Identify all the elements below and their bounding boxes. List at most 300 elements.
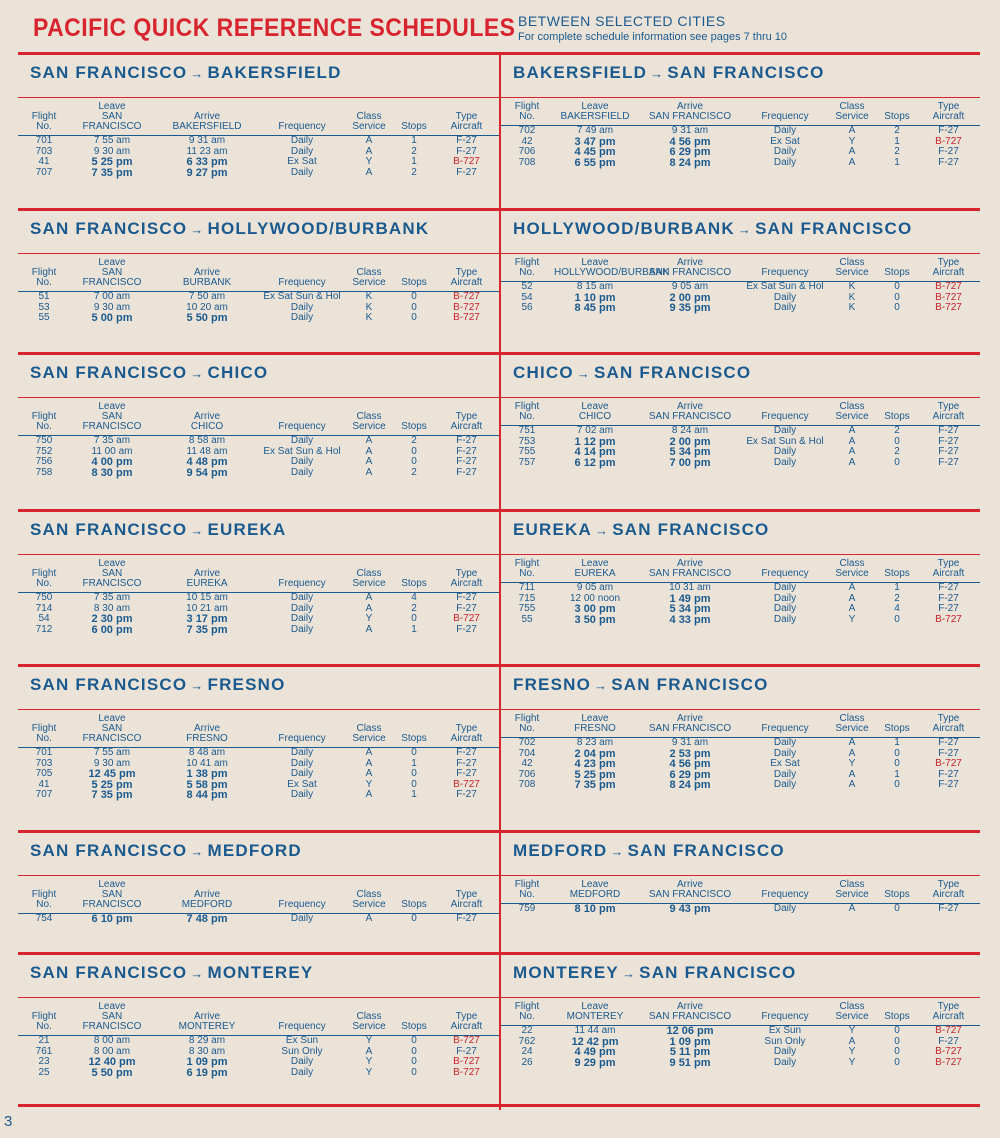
column-header-flight: Flight No.: [18, 998, 70, 1036]
cell-arrive: 5 11 pm: [669, 1046, 711, 1058]
table-header-row: [18, 998, 499, 1036]
cell-stops: 0: [894, 1046, 900, 1057]
schedule-table: [501, 709, 980, 791]
cell-arrive: 8 48 am: [188, 747, 226, 758]
schedule-table: [501, 397, 980, 468]
column-header-class: Class Service: [344, 98, 394, 136]
column-header-stops: Stops: [877, 398, 917, 426]
column-header-stops: Stops: [877, 98, 917, 126]
cell-stops: 0: [894, 456, 900, 468]
cell-class: A: [848, 779, 856, 790]
column-header-type: Type Aircraft: [434, 998, 499, 1036]
route-section: [18, 208, 499, 355]
table-row: [18, 447, 499, 458]
cell-class: Y: [365, 1056, 373, 1067]
cell-frequency: Daily: [290, 757, 314, 769]
cell-stops: 0: [894, 302, 900, 313]
table-row: [18, 147, 499, 158]
cell-frequency: Ex Sun: [285, 1035, 319, 1046]
cell-leave: 9 30 am: [93, 145, 131, 157]
cell-leave: 6 55 pm: [574, 156, 616, 169]
cell-class: Y: [365, 1066, 373, 1078]
column-header-flight: Flight No.: [501, 555, 553, 583]
cell-stops: 2: [894, 125, 900, 136]
table-header-row: [501, 876, 980, 904]
arrow-right-icon: →: [190, 66, 205, 81]
cell-arrive: 6 29 pm: [669, 768, 711, 781]
cell-stops: 1: [894, 135, 900, 147]
cell-class: A: [848, 425, 856, 436]
table-header-row: [18, 398, 499, 436]
cell-class: Y: [848, 1046, 856, 1057]
cell-arrive: 9 35 pm: [669, 302, 711, 314]
cell-class: A: [848, 737, 856, 748]
cell-leave: 8 30 am: [93, 602, 131, 614]
schedule-table: [18, 875, 499, 925]
column-header-frequency: Frequency: [260, 710, 344, 748]
cell-leave: 3 00 pm: [574, 603, 616, 615]
cell-class: A: [848, 903, 856, 914]
column-header-flight: Flight No.: [18, 555, 70, 593]
cell-class: Y: [848, 613, 856, 625]
cell-frequency: Daily: [773, 903, 797, 914]
cell-frequency: Daily: [290, 613, 314, 624]
cell-flight: 711: [519, 582, 535, 593]
footer-rule: [18, 1104, 980, 1107]
cell-class: Y: [848, 1056, 856, 1068]
column-header-type: Type Aircraft: [434, 710, 499, 748]
cell-frequency: Daily: [773, 603, 797, 614]
column-header-flight: Flight No.: [18, 254, 70, 292]
cell-type: F-27: [456, 135, 477, 146]
cell-leave: 8 10 pm: [574, 903, 616, 915]
schedule-table: [18, 554, 499, 635]
cell-stops: 0: [411, 613, 417, 624]
cell-arrive: 7 50 am: [188, 291, 226, 302]
arrow-right-icon: →: [594, 678, 609, 693]
column-header-stops: Stops: [877, 254, 917, 282]
route-title: [30, 63, 342, 83]
cell-leave: 6 10 pm: [91, 913, 133, 925]
cell-arrive: 4 56 pm: [669, 758, 711, 770]
cell-flight: 750: [35, 435, 53, 446]
cell-frequency: Daily: [290, 312, 314, 323]
arrow-right-icon: →: [595, 523, 610, 538]
cell-flight: 758: [35, 466, 53, 478]
route-title: [30, 963, 313, 983]
cell-arrive: 2 00 pm: [669, 435, 711, 448]
column-header-flight: Flight No.: [501, 710, 553, 738]
column-header-class: Class Service: [344, 254, 394, 292]
table-row: [18, 625, 499, 636]
cell-class: Y: [365, 1035, 373, 1046]
cell-flight: 52: [521, 281, 533, 292]
cell-leave: 4 23 pm: [574, 758, 616, 770]
route-title: [30, 363, 268, 383]
cell-arrive: 7 35 pm: [186, 623, 228, 636]
column-header-frequency: Frequency: [743, 254, 827, 282]
cell-frequency: Ex Sun: [768, 1025, 802, 1036]
cell-stops: 0: [894, 747, 900, 759]
cell-frequency: Ex Sat: [287, 156, 317, 167]
route-title: [30, 675, 286, 695]
table-row: [501, 780, 980, 791]
cell-leave: 7 55 am: [93, 747, 131, 758]
cell-leave: 4 14 pm: [574, 446, 616, 458]
cell-frequency: Ex Sat Sun & Hol: [263, 291, 341, 302]
cell-class: A: [365, 789, 373, 800]
cell-leave: 8 00 am: [93, 1045, 131, 1057]
cell-class: A: [848, 446, 856, 457]
column-header-arrive: Arrive SAN FRANCISCO: [637, 555, 743, 583]
table-row: [501, 426, 980, 437]
cell-arrive: 1 09 pm: [669, 1035, 711, 1048]
cell-frequency: Daily: [773, 302, 797, 313]
cell-flight: 25: [38, 1066, 50, 1078]
cell-type: B-727: [453, 1066, 480, 1078]
cell-arrive: 6 33 pm: [186, 156, 228, 168]
column-header-leave: Leave SAN FRANCISCO: [70, 998, 154, 1036]
cell-frequency: Daily: [773, 1056, 797, 1068]
cell-type: B-727: [935, 1025, 962, 1036]
column-header-arrive: Arrive FRESNO: [154, 710, 260, 748]
cell-type: F-27: [938, 156, 959, 168]
cell-frequency: Ex Sat Sun & Hol: [746, 281, 824, 292]
cell-frequency: Daily: [773, 737, 797, 748]
cell-type: F-27: [456, 466, 477, 478]
route-destination: HOLLYWOOD/BURBANK: [207, 219, 430, 238]
cell-type: B-727: [935, 281, 962, 292]
cell-type: F-27: [938, 737, 959, 748]
column-header-leave: Leave SAN FRANCISCO: [70, 98, 154, 136]
cell-frequency: Ex Sat Sun & Hol: [263, 445, 341, 457]
cell-type: F-27: [938, 779, 959, 790]
cell-stops: 2: [411, 435, 417, 446]
column-header-frequency: Frequency: [743, 876, 827, 904]
cell-arrive: 5 58 pm: [186, 778, 228, 791]
route-origin: CHICO: [513, 363, 574, 382]
cell-stops: 1: [411, 757, 417, 769]
cell-leave: 1 12 pm: [574, 435, 616, 448]
cell-stops: 2: [894, 146, 900, 157]
column-header-type: Type Aircraft: [434, 555, 499, 593]
route-destination: MONTEREY: [207, 963, 314, 982]
table-row: [18, 790, 499, 801]
cell-leave: 7 35 pm: [91, 789, 133, 801]
table-row: [18, 914, 499, 925]
cell-type: F-27: [938, 146, 959, 157]
arrow-right-icon: →: [621, 966, 637, 981]
column-header-leave: Leave MEDFORD: [553, 876, 637, 904]
cell-flight: 706: [518, 768, 536, 780]
cell-flight: 22: [521, 1025, 533, 1036]
cell-class: A: [365, 623, 373, 635]
cell-type: F-27: [456, 623, 477, 635]
table-row: [501, 303, 980, 314]
table-row: [501, 147, 980, 158]
cell-class: K: [365, 312, 373, 323]
cell-class: K: [365, 291, 373, 302]
cell-frequency: Sun Only: [281, 1045, 323, 1057]
cell-class: A: [848, 156, 856, 168]
route-section: [18, 352, 499, 512]
table-row: [501, 749, 980, 760]
cell-stops: 2: [894, 425, 900, 436]
table-row: [18, 292, 499, 303]
cell-class: Y: [365, 613, 373, 624]
column-header-leave: Leave FRESNO: [553, 710, 637, 738]
route-origin: SAN FRANCISCO: [30, 363, 188, 382]
cell-stops: 4: [894, 603, 900, 614]
cell-leave: 1 10 pm: [574, 291, 616, 304]
cell-arrive: 5 34 pm: [669, 603, 711, 615]
cell-type: B-727: [453, 1056, 480, 1067]
table-header-row: [18, 876, 499, 914]
column-header-flight: Flight No.: [501, 876, 553, 904]
cell-stops: 0: [411, 1056, 417, 1067]
cell-arrive: 10 15 am: [186, 592, 228, 603]
cell-leave: 11 44 am: [574, 1025, 616, 1036]
cell-leave: 2 04 pm: [574, 747, 616, 760]
column-header-arrive: Arrive SAN FRANCISCO: [637, 710, 743, 738]
route-destination: SAN FRANCISCO: [755, 219, 913, 238]
schedule-table: [501, 875, 980, 915]
cell-class: A: [365, 456, 373, 467]
table-row: [501, 458, 980, 469]
cell-flight: 54: [521, 291, 533, 303]
cell-leave: 12 40 pm: [88, 1056, 136, 1068]
table-row: [501, 293, 980, 304]
table-row: [501, 137, 980, 148]
cell-flight: 703: [35, 757, 53, 769]
schedule-table: [18, 97, 499, 178]
route-title: [30, 841, 302, 861]
cell-flight: 708: [518, 156, 536, 168]
table-row: [18, 780, 499, 791]
column-header-arrive: Arrive CHICO: [154, 398, 260, 436]
cell-stops: 0: [411, 291, 417, 302]
cell-leave: 5 25 pm: [574, 768, 616, 781]
column-header-arrive: Arrive BAKERSFIELD: [154, 98, 260, 136]
cell-class: A: [848, 435, 856, 447]
cell-arrive: 4 33 pm: [669, 613, 711, 626]
column-header-type: Type Aircraft: [434, 398, 499, 436]
cell-stops: 0: [894, 1025, 900, 1036]
cell-type: F-27: [456, 747, 477, 758]
cell-leave: 7 35 pm: [574, 779, 616, 791]
cell-flight: 702: [518, 125, 536, 136]
table-header-row: [501, 710, 980, 738]
cell-flight: 26: [521, 1056, 533, 1068]
cell-flight: 712: [35, 623, 53, 635]
cell-leave: 11 00 am: [91, 445, 133, 457]
cell-flight: 751: [518, 425, 536, 436]
cell-stops: 0: [411, 778, 417, 790]
column-header-arrive: Arrive BURBANK: [154, 254, 260, 292]
cell-leave: 2 30 pm: [91, 613, 133, 625]
route-section: [501, 208, 980, 355]
cell-stops: 0: [411, 747, 417, 758]
table-row: [501, 447, 980, 458]
column-header-flight: Flight No.: [18, 98, 70, 136]
column-header-class: Class Service: [827, 876, 877, 904]
cell-type: B-727: [935, 291, 962, 303]
column-header-stops: Stops: [394, 254, 434, 292]
cell-class: A: [365, 768, 373, 779]
cell-frequency: Daily: [773, 779, 797, 790]
cell-flight: 42: [521, 135, 533, 147]
cell-leave: 7 02 am: [576, 425, 614, 436]
route-title: [513, 841, 785, 861]
route-destination: CHICO: [207, 363, 269, 382]
column-header-type: Type Aircraft: [917, 710, 980, 738]
cell-frequency: Daily: [773, 1046, 797, 1057]
route-destination: BAKERSFIELD: [207, 63, 342, 82]
route-origin: FRESNO: [513, 675, 592, 694]
cell-flight: 755: [518, 446, 536, 457]
cell-type: F-27: [938, 435, 959, 447]
cell-leave: 7 35 am: [93, 592, 131, 603]
cell-class: A: [848, 592, 856, 604]
schedule-table: [501, 554, 980, 625]
cell-arrive: 2 53 pm: [669, 747, 711, 760]
schedule-table: [501, 97, 980, 168]
table-row: [501, 738, 980, 749]
cell-arrive: 9 31 am: [671, 737, 709, 748]
table-header-row: [18, 254, 499, 292]
cell-type: F-27: [938, 446, 959, 457]
cell-stops: 2: [894, 592, 900, 604]
column-header-type: Type Aircraft: [917, 98, 980, 126]
cell-frequency: Daily: [290, 145, 314, 157]
table-row: [501, 1037, 980, 1048]
cell-arrive: 9 31 am: [188, 135, 226, 146]
column-header-type: Type Aircraft: [917, 555, 980, 583]
cell-frequency: Daily: [290, 768, 314, 779]
cell-type: F-27: [456, 145, 477, 157]
cell-flight: 55: [521, 613, 533, 625]
schedule-table: [18, 709, 499, 801]
cell-class: K: [848, 291, 856, 303]
cell-type: F-27: [938, 603, 959, 614]
cell-stops: 1: [411, 156, 417, 167]
route-origin: MEDFORD: [513, 841, 608, 860]
table-row: [18, 436, 499, 447]
cell-flight: 705: [35, 768, 53, 779]
cell-flight: 53: [38, 301, 50, 313]
route-origin: SAN FRANCISCO: [30, 219, 188, 238]
column-header-frequency: Frequency: [743, 98, 827, 126]
cell-frequency: Daily: [773, 425, 797, 436]
cell-arrive: 8 24 pm: [669, 779, 711, 791]
cell-class: A: [365, 135, 373, 146]
cell-flight: 706: [518, 146, 536, 157]
cell-stops: 0: [411, 312, 417, 323]
column-header-leave: Leave HOLLYWOOD/BURBANK: [553, 254, 637, 282]
cell-flight: 708: [518, 779, 536, 790]
cell-type: B-727: [453, 613, 480, 624]
route-title: [513, 219, 912, 239]
cell-type: F-27: [456, 789, 477, 800]
cell-arrive: 8 44 pm: [186, 789, 228, 801]
page-subtitle: BETWEEN SELECTED CITIES: [518, 13, 726, 29]
column-header-leave: Leave SAN FRANCISCO: [70, 555, 154, 593]
route-title: [513, 675, 769, 695]
cell-type: F-27: [938, 125, 959, 136]
cell-flight: 715: [518, 592, 536, 604]
page-number: 3: [4, 1113, 13, 1130]
cell-leave: 7 55 am: [93, 135, 131, 146]
arrow-right-icon: →: [190, 844, 205, 859]
cell-stops: 0: [894, 1035, 900, 1047]
table-row: [18, 769, 499, 780]
table-header-row: [18, 710, 499, 748]
column-header-frequency: Frequency: [260, 555, 344, 593]
cell-leave: 8 00 am: [93, 1035, 131, 1046]
cell-frequency: Daily: [290, 602, 314, 614]
cell-frequency: Daily: [773, 125, 797, 136]
cell-arrive: 8 58 am: [188, 435, 226, 446]
arrow-right-icon: →: [576, 366, 591, 381]
column-header-leave: Leave EUREKA: [553, 555, 637, 583]
cell-type: B-727: [453, 1035, 480, 1046]
cell-flight: 41: [38, 778, 50, 790]
column-header-flight: Flight No.: [18, 710, 70, 748]
route-title: [513, 63, 825, 83]
table-row: [501, 282, 980, 293]
table-header-row: [501, 398, 980, 426]
page-header: [0, 0, 1000, 52]
arrow-right-icon: →: [737, 222, 753, 237]
cell-leave: 3 47 pm: [574, 135, 616, 148]
column-header-leave: Leave CHICO: [553, 398, 637, 426]
column-header-type: Type Aircraft: [917, 398, 980, 426]
route-destination: EUREKA: [207, 520, 287, 539]
cell-leave: 9 30 am: [93, 301, 131, 313]
cell-arrive: 10 31 am: [669, 582, 711, 593]
cell-stops: 0: [411, 301, 417, 313]
cell-stops: 0: [894, 903, 900, 914]
table-row: [18, 1036, 499, 1047]
cell-frequency: Ex Sat Sun & Hol: [746, 435, 824, 447]
route-destination: MEDFORD: [207, 841, 302, 860]
cell-arrive: 7 48 pm: [186, 913, 228, 925]
cell-class: A: [848, 582, 856, 593]
cell-arrive: 8 24 pm: [669, 156, 711, 169]
cell-stops: 0: [411, 913, 417, 924]
cell-type: F-27: [456, 602, 477, 614]
cell-leave: 7 35 am: [93, 435, 131, 446]
cell-stops: 2: [411, 166, 417, 178]
column-header-type: Type Aircraft: [434, 98, 499, 136]
cell-class: Y: [365, 778, 373, 790]
cell-type: B-727: [935, 1056, 962, 1068]
cell-frequency: Daily: [773, 768, 797, 780]
cell-frequency: Daily: [290, 913, 314, 924]
cell-type: B-727: [453, 778, 480, 790]
cell-class: Y: [848, 1025, 856, 1036]
route-destination: SAN FRANCISCO: [627, 841, 785, 860]
column-header-arrive: Arrive SAN FRANCISCO: [637, 98, 743, 126]
route-origin: SAN FRANCISCO: [30, 841, 188, 860]
cell-flight: 754: [35, 913, 53, 924]
cell-class: K: [848, 302, 856, 313]
cell-arrive: 8 24 am: [671, 425, 709, 436]
table-header-row: [501, 998, 980, 1026]
route-title: [513, 520, 769, 540]
column-header-arrive: Arrive SAN FRANCISCO: [637, 254, 743, 282]
cell-class: A: [848, 603, 856, 614]
